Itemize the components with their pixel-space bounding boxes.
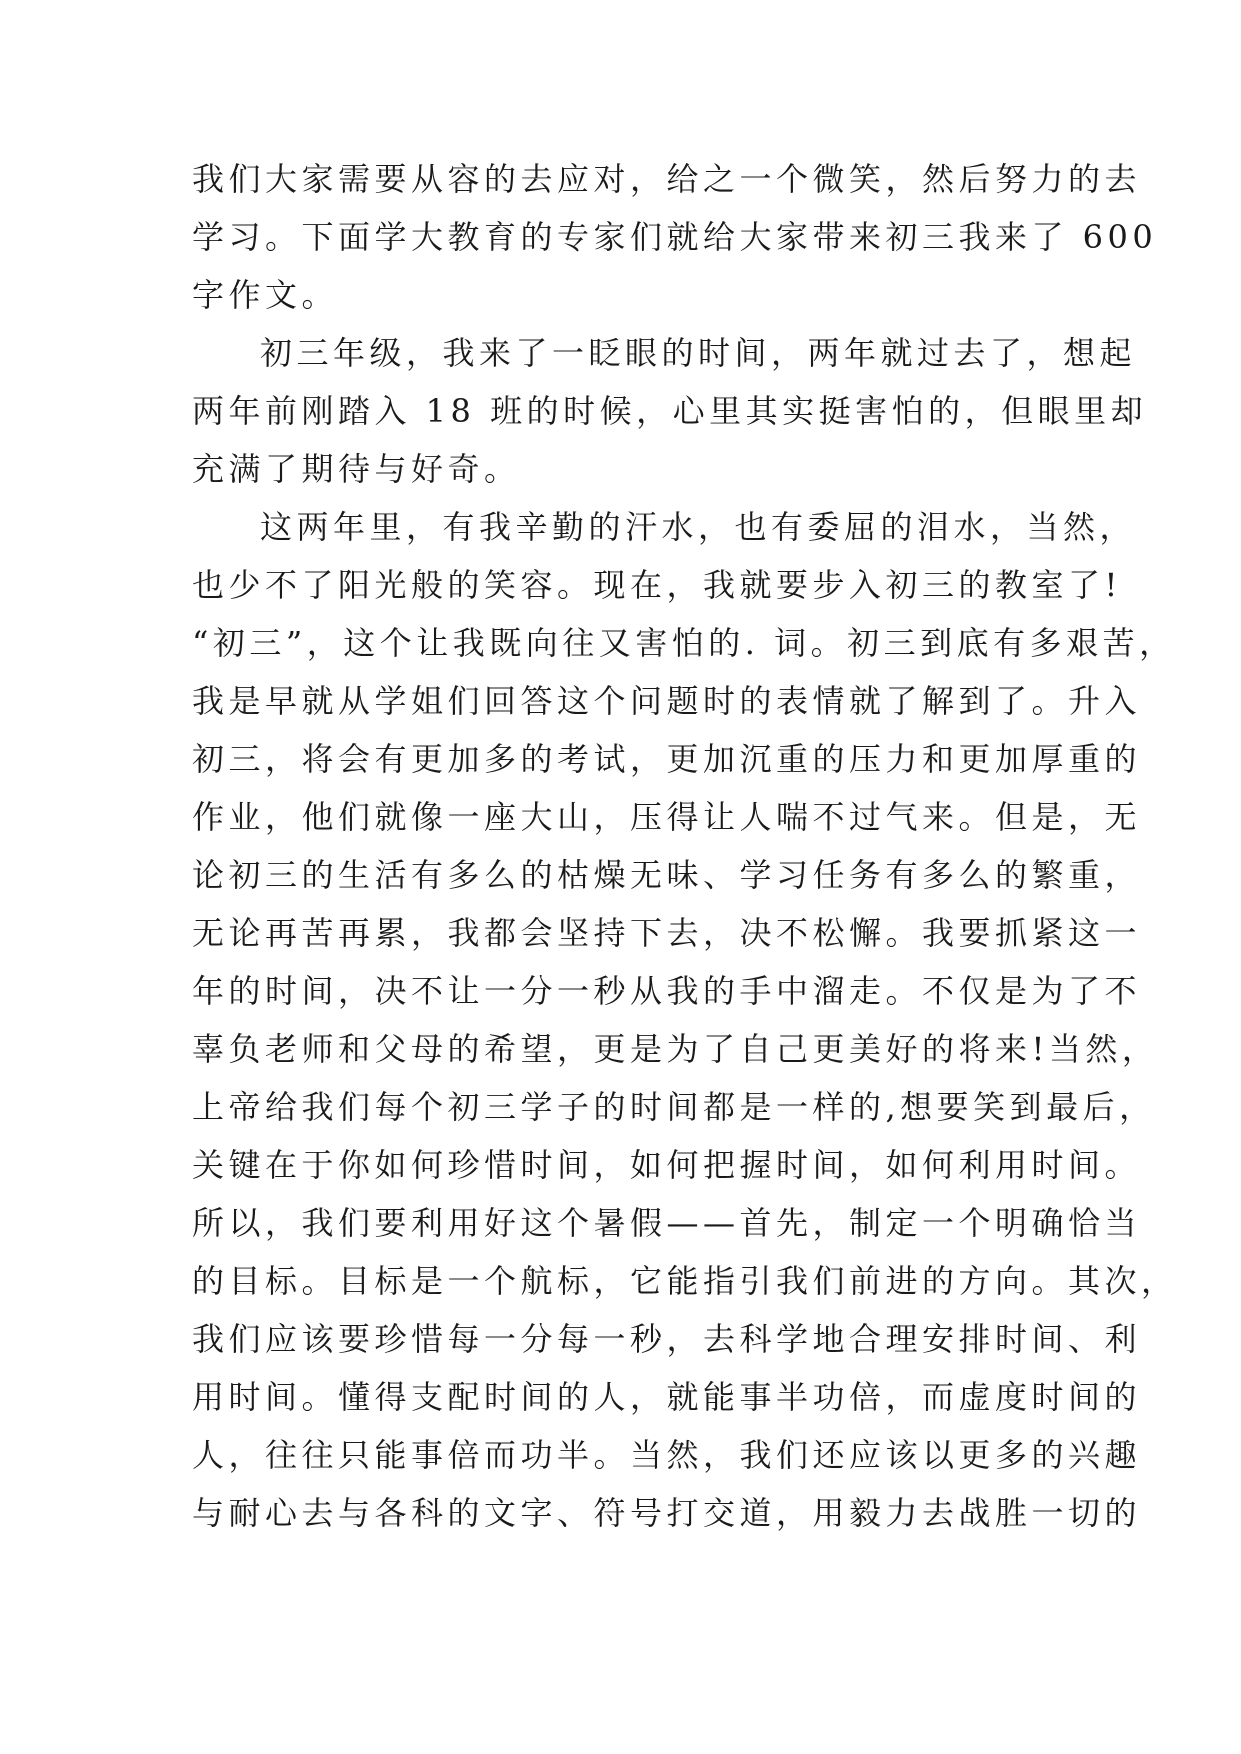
paragraph-first-line: 这两年里，有我辛勤的汗水，也有委屈的泪水，当然，: [260, 508, 1137, 546]
text-line: 年的时间，决不让一分一秒从我的手中溜走。不仅是为了不: [192, 972, 1142, 1010]
text-line: 人，往往只能事倍而功半。当然，我们还应该以更多的兴趣: [192, 1436, 1142, 1474]
text-line: “初三”，这个让我既向往又害怕的. 词。初三到底有多艰苦，: [192, 624, 1176, 662]
text-line: 我们大家需要从容的去应对，给之一个微笑，然后努力的去: [192, 160, 1142, 198]
text-line: 的目标。目标是一个航标，它能指引我们前进的方向。其次，: [192, 1262, 1178, 1300]
text-line: 也少不了阳光般的笑容。现在，我就要步入初三的教室了!: [192, 566, 1122, 604]
text-line: 上帝给我们每个初三学子的时间都是一样的,想要笑到最后，: [192, 1088, 1156, 1126]
text-line: 所以，我们要利用好这个暑假——首先，制定一个明确恰当: [192, 1204, 1142, 1242]
text-line: 与耐心去与各科的文字、符号打交道，用毅力去战胜一切的: [192, 1494, 1142, 1532]
text-line: 用时间。懂得支配时间的人，就能事半功倍，而虚度时间的: [192, 1378, 1142, 1416]
text-line: 我们应该要珍惜每一分每一秒，去科学地合理安排时间、利: [192, 1320, 1142, 1358]
text-line: 关键在于你如何珍惜时间，如何把握时间，如何利用时间。: [192, 1146, 1142, 1184]
text-line: 初三，将会有更加多的考试，更加沉重的压力和更加厚重的: [192, 740, 1142, 778]
text-line: 两年前刚踏入 18 班的时候，心里其实挺害怕的，但眼里却: [192, 392, 1148, 430]
paragraph-first-line: 初三年级，我来了一眨眼的时间，两年就过去了，想起: [260, 334, 1137, 372]
text-line: 字作文。: [192, 276, 339, 314]
text-line: 充满了期待与好奇。: [192, 450, 521, 488]
text-line: 论初三的生活有多么的枯燥无味、学习任务有多么的繁重，: [192, 856, 1142, 894]
text-line: 无论再苦再累，我都会坚持下去，决不松懈。我要抓紧这一: [192, 914, 1142, 952]
text-line: 作业，他们就像一座大山，压得让人喘不过气来。但是，无: [192, 798, 1142, 836]
essay-body: [192, 150, 1178, 1542]
text-line: 辜负老师和父母的希望，更是为了自己更美好的将来!当然，: [192, 1030, 1159, 1068]
text-line: 学习。下面学大教育的专家们就给大家带来初三我来了 600: [192, 218, 1158, 256]
text-line: 我是早就从学姐们回答这个问题时的表情就了解到了。升入: [192, 682, 1142, 720]
